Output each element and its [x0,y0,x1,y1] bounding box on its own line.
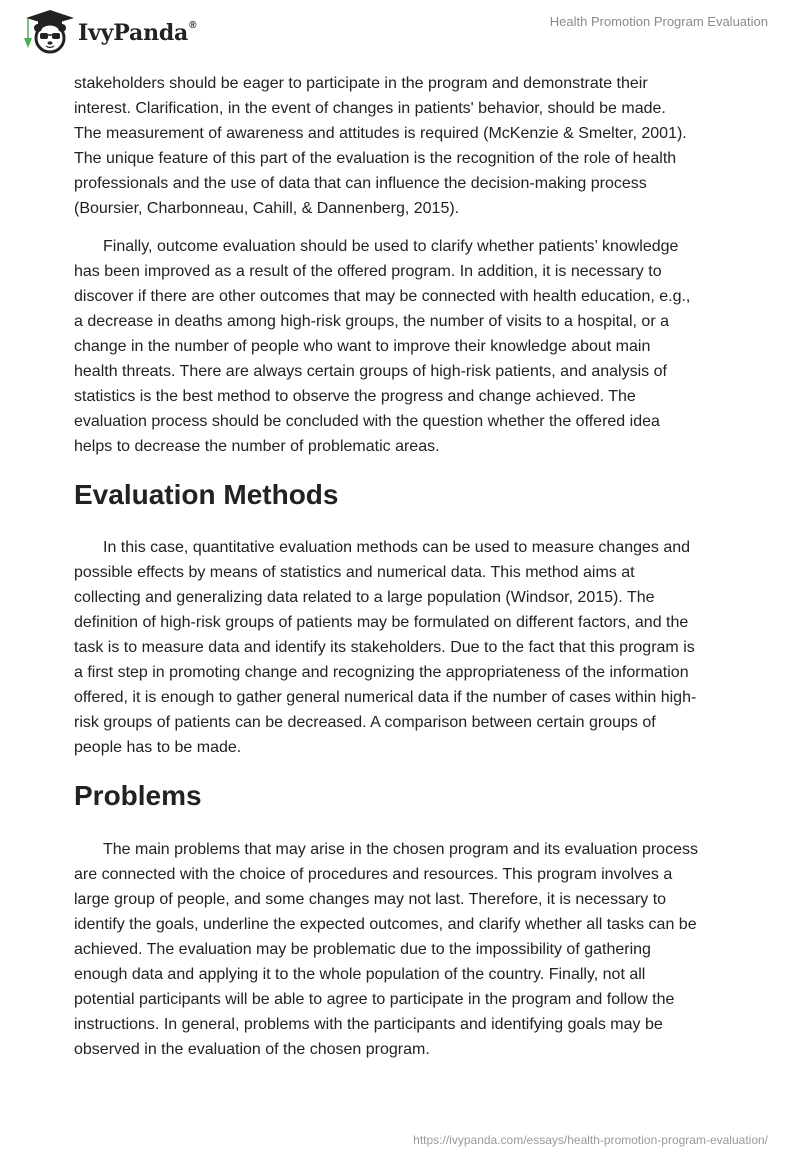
text-line: collecting and generalizing data related to a large population (Windsor, 2015). The [74,589,655,606]
paragraph [74,71,734,221]
text-line: identify the goals, underline the expected outcomes, and clarify whether all tasks can be [74,916,697,933]
text-line: evaluation process should be concluded with the question whether the offered idea [74,413,660,430]
text-line: observed in the evaluation of the chosen program. [74,1041,430,1058]
text-line: possible effects by means of statistics and numerical data. This method aims at [74,564,635,581]
section-heading-evaluation-methods: Evaluation Methods [74,479,339,510]
text-line: health threats. There are always certain groups of high-risk patients, and analysis of [74,363,667,380]
paragraph [74,535,734,760]
source-url[interactable]: https://ivypanda.com/essays/health-promotion-program-evaluation/ [413,1133,768,1147]
text-line: a first step in promoting change and recognizing the appropriateness of the information [74,664,689,681]
document-title: Health Promotion Program Evaluation [549,14,768,29]
text-line: The main problems that may arise in the chosen program and its evaluation process [103,841,698,858]
text-line: change in the number of people who want to improve their knowledge about main [74,338,651,355]
registered-mark: ® [189,19,197,31]
text-line: potential participants will be able to agree to participate in the program and follow the [74,991,675,1008]
text-line: The unique feature of this part of the evaluation is the recognition of the role of health [74,150,677,167]
text-line: stakeholders should be eager to participate in the program and demonstrate their [74,75,648,92]
text-line: interest. Clarification, in the event of changes in patients' behavior, should be made. [74,100,666,117]
text-line: Finally, outcome evaluation should be used to clarify whether patients’ knowledge [103,238,679,255]
text-line: definition of high-risk groups of patients may be formulated on different factors, and the [74,614,689,631]
text-line: has been improved as a result of the offered program. In addition, it is necessary to [74,263,662,280]
section-heading-problems: Problems [74,780,202,811]
text-line: professionals and the use of data that can influence the decision-making process [74,175,647,192]
essay-content [74,71,734,1075]
page-header [0,0,800,60]
text-line: achieved. The evaluation may be problematic due to the impossibility of gathering [74,941,651,958]
text-line: instructions. In general, problems with the participants and identifying goals may be [74,1016,663,1033]
logo-text: IvyPanda® [78,19,197,46]
text-line: a decrease in deaths among high-risk groups, the number of visits to a hospital, or a [74,313,669,330]
text-line: discover if there are other outcomes that may be connected with health education, e.g., [74,288,691,305]
text-line: enough data and applying it to the whole population of the country. Finally, not all [74,966,646,983]
text-line: statistics is the best method to observe the progress and change achieved. The [74,388,636,405]
ivypanda-logo[interactable] [18,8,196,54]
text-line: risk groups of patients can be decreased. A comparison between certain groups of [74,714,656,731]
text-line: large group of people, and some changes may not last. Therefore, it is necessary to [74,891,667,908]
text-line: (Boursier, Charbonneau, Cahill, & Dannenberg, 2015). [74,200,460,217]
paragraph [74,837,734,1062]
paragraph [74,234,734,459]
text-line: task is to measure data and identify its stakeholders. Due to the fact that this program is [74,639,695,656]
text-line: The measurement of awareness and attitudes is required (McKenzie & Smelter, 2001). [74,125,687,142]
text-line: helps to decrease the number of problematic areas. [74,438,440,455]
text-line: are connected with the choice of procedures and resources. This program involves a [74,866,673,883]
text-line: In this case, quantitative evaluation methods can be used to measure changes and [103,539,691,556]
text-line: people has to be made. [74,739,242,756]
panda-graduate-icon [18,8,76,54]
text-line: offered, it is enough to gather general numerical data if the number of cases within high- [74,689,697,706]
